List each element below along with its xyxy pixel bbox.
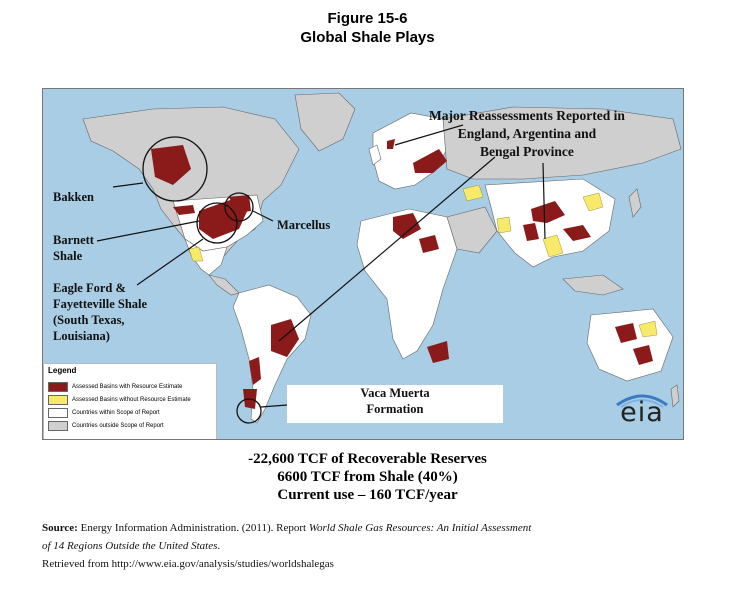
callout-vaca-line-2: Formation	[366, 402, 424, 416]
figure-title: Global Shale Plays	[300, 29, 435, 46]
callout-eagle-line-3: (South Texas,	[53, 313, 125, 327]
callout-vaca-muerta	[287, 385, 503, 423]
legend-title: Legend	[48, 366, 77, 375]
callout-major-line-1: Major Reassessments Reported in	[429, 108, 625, 123]
summary-reserves: -22,600 TCF of Recoverable Reserves	[248, 451, 487, 467]
source-line-2	[42, 539, 220, 553]
legend-swatch-gray	[48, 421, 68, 431]
summary-shale: 6600 TCF from Shale (40%)	[277, 469, 458, 485]
source-line-1	[42, 521, 531, 535]
world-shale-map	[42, 88, 684, 440]
source-period: .	[217, 540, 221, 552]
callout-eagle-line-1: Eagle Ford &	[53, 281, 126, 295]
legend-swatch-red	[48, 382, 68, 392]
legend-label: Assessed Basins with Resource Estimate	[72, 384, 183, 390]
callout-barnett	[53, 232, 94, 264]
callout-eagle-ford	[53, 280, 147, 344]
source-label: Source:	[42, 522, 78, 534]
legend-item-in-scope	[48, 408, 160, 420]
callout-vaca-line-1: Vaca Muerta	[360, 386, 430, 400]
legend-label: Countries within Scope of Report	[72, 410, 160, 416]
source-report-title-2: of 14 Regions Outside the United States	[42, 540, 218, 552]
source-text: Energy Information Administration. (2011). Report	[77, 522, 309, 534]
callout-eagle-line-2: Fayetteville Shale	[53, 297, 148, 311]
basin-yellow-pakistan	[497, 217, 511, 233]
eia-logo	[611, 391, 673, 431]
callout-barnett-line-1: Barnett	[53, 233, 94, 247]
figure-number: Figure 15-6	[327, 10, 408, 27]
legend-label: Assessed Basins without Resource Estimate	[72, 397, 191, 403]
source-retrieved: Retrieved from http://www.eia.gov/analysis/studies/worldshalegas	[42, 558, 334, 570]
legend-item-with-estimate	[48, 382, 182, 394]
callout-bakken: Bakken	[53, 190, 94, 204]
callout-eagle-line-4: Louisiana)	[53, 329, 110, 343]
legend-label: Countries outside Scope of Report	[72, 423, 164, 429]
callout-major-line-2: England, Argentina and	[457, 126, 597, 141]
eia-logo-text: eia	[620, 397, 664, 428]
legend-swatch-yellow	[48, 395, 68, 405]
callout-major-reassessments	[429, 107, 625, 161]
callout-major-line-3: Bengal Province	[479, 144, 574, 159]
legend-item-out-scope	[48, 421, 164, 433]
legend-item-without-estimate	[48, 395, 191, 407]
legend-swatch-white	[48, 408, 68, 418]
summary-current-use: Current use – 160 TCF/year	[277, 487, 458, 503]
callout-marcellus: Marcellus	[277, 218, 331, 232]
callout-barnett-line-2: Shale	[53, 249, 83, 263]
map-legend	[43, 363, 217, 440]
source-report-title-1: World Shale Gas Resources: An Initial Assessment	[308, 522, 532, 534]
